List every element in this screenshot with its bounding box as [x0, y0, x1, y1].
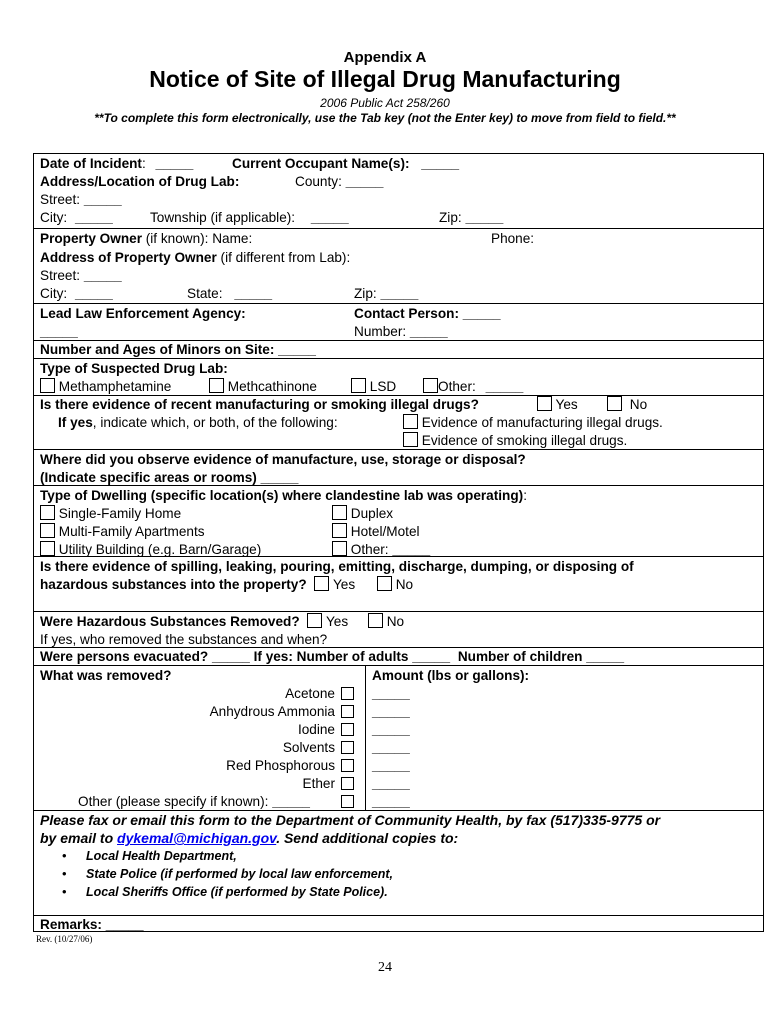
bullet-dot-icon: •	[62, 848, 67, 863]
substance-iodine: Iodine	[297, 722, 335, 737]
removed-yes-label: Yes	[325, 614, 349, 629]
if-yes-row	[58, 414, 338, 432]
county-row	[295, 173, 383, 191]
remarks-row	[40, 916, 144, 934]
street-field[interactable]: _____	[83, 192, 122, 207]
minors-field[interactable]: _____	[278, 342, 316, 357]
hotel-label: Hotel/Motel	[350, 524, 420, 539]
owner-street-label: Street:	[40, 268, 81, 283]
appendix-label: Appendix A	[343, 49, 427, 66]
substance-ether: Ether	[302, 776, 335, 791]
occupant-field[interactable]: _____	[421, 156, 460, 171]
removed-no-checkbox[interactable]	[368, 613, 383, 628]
other-drug-label: Other:	[438, 379, 476, 394]
bullet-sheriffs-office: Local Sheriffs Office (if performed by State Police).	[86, 885, 388, 899]
owner-name-label: (if known): Name:	[141, 231, 253, 246]
notice-form	[33, 153, 764, 932]
township-row	[150, 209, 349, 227]
date-field[interactable]: _____	[155, 156, 194, 171]
number-label: Number:	[354, 324, 407, 339]
what-removed-label: What was removed?	[40, 668, 172, 683]
remarks-label: Remarks:	[40, 917, 102, 932]
drug-type-label: Type of Suspected Drug Lab:	[40, 361, 228, 376]
utility-building-label: Utility Building (e.g. Barn/Garage)	[58, 542, 262, 557]
owner-city-field[interactable]: _____	[74, 286, 113, 301]
owner-address-row	[40, 249, 350, 267]
drug-option-methcathinone[interactable]	[209, 378, 317, 396]
township-label: Township (if applicable):	[150, 210, 296, 225]
zip-row	[439, 209, 503, 227]
other-substance-label: Other (please specify if known):	[78, 794, 269, 809]
bullet-state-police: State Police (if performed by local law enforcement,	[86, 867, 394, 881]
number-field[interactable]: _____	[409, 324, 448, 339]
spill-question: Is there evidence of spilling, leaking, pouring, emitting, discharge, dumping, or disposing of	[40, 559, 634, 574]
dwelling-multi-family[interactable]	[40, 523, 205, 541]
owner-street-field[interactable]: _____	[83, 268, 122, 283]
drug-option-other[interactable]	[423, 378, 523, 396]
multi-family-label: Multi-Family Apartments	[58, 524, 205, 539]
instructions-line1: Please fax or email this form to the Department of Community Health, by fax (517)335-9775 or	[40, 812, 661, 828]
duplex-checkbox[interactable]	[332, 505, 347, 520]
meth-label: Methamphetamine	[58, 379, 172, 394]
evidence-manufacturing-option[interactable]	[403, 414, 663, 432]
substances-section	[34, 665, 763, 811]
spill-no-checkbox[interactable]	[377, 576, 392, 591]
evidence-no-label: No	[629, 397, 648, 412]
bullet-health-department: Local Health Department,	[86, 849, 237, 863]
iodine-amount-field[interactable]: _____	[372, 722, 410, 737]
other-amount-field[interactable]: _____	[372, 794, 410, 809]
other-drug-checkbox[interactable]	[423, 378, 438, 393]
bullet-dot-icon: •	[62, 884, 67, 899]
evidence-smoking-option[interactable]	[403, 432, 627, 450]
removed-who: If yes, who removed the substances and when?	[40, 632, 328, 647]
owner-city-row	[40, 285, 113, 303]
date-label: Date of Incident	[40, 156, 142, 171]
minors-label: Number and Ages of Minors on Site:	[40, 342, 275, 357]
evidence-no[interactable]	[607, 396, 647, 414]
owner-state-field[interactable]: _____	[234, 286, 273, 301]
evidence-question: Is there evidence of recent manufacturing or smoking illegal drugs?	[40, 397, 479, 412]
street-row	[40, 191, 122, 209]
public-act: 2006 Public Act 258/260	[320, 96, 450, 110]
county-label: County:	[295, 174, 342, 189]
removed-yes-checkbox[interactable]	[307, 613, 322, 628]
hotel-checkbox[interactable]	[332, 523, 347, 538]
owner-address-suffix: (if different from Lab):	[216, 250, 351, 265]
evidence-yes[interactable]	[537, 396, 578, 414]
agency-field[interactable]: _____	[40, 324, 78, 339]
removed-row	[40, 613, 404, 631]
evacuated-field[interactable]: _____	[212, 649, 250, 664]
spill-section	[34, 556, 763, 612]
city-row	[40, 209, 113, 227]
spill-question-2: hazardous substances into the property?	[40, 577, 307, 592]
incident-section	[34, 154, 763, 236]
owner-zip-field[interactable]: _____	[380, 286, 419, 301]
substances-divider	[365, 666, 366, 810]
observed-section	[34, 449, 763, 486]
other-drug-field[interactable]: _____	[485, 379, 524, 394]
methcathinone-checkbox[interactable]	[209, 378, 224, 393]
drug-option-lsd[interactable]	[351, 378, 396, 396]
manufacturing-checkbox[interactable]	[403, 414, 418, 429]
township-field[interactable]: _____	[310, 210, 349, 225]
observed-field[interactable]: _____	[260, 470, 299, 485]
observed-hint: (Indicate specific areas or rooms)	[40, 470, 257, 485]
ammonia-amount-field[interactable]: _____	[372, 704, 410, 719]
dwelling-hotel[interactable]	[332, 523, 420, 541]
occupant-label: Current Occupant Name(s):	[232, 156, 410, 171]
adults-field[interactable]: _____	[412, 649, 451, 664]
acetone-checkbox[interactable]	[341, 687, 354, 700]
bullet-dot-icon: •	[62, 866, 67, 881]
children-label: Number of children	[457, 649, 583, 664]
evacuated-section	[34, 647, 763, 666]
solvents-amount-field[interactable]: _____	[372, 740, 410, 755]
other-substance-checkbox[interactable]	[341, 795, 354, 808]
single-family-label: Single-Family Home	[58, 506, 182, 521]
agency-label: Lead Law Enforcement Agency:	[40, 306, 246, 321]
street-label: Street:	[40, 192, 81, 207]
evidence-no-checkbox[interactable]	[607, 396, 622, 411]
owner-section	[34, 228, 763, 303]
evidence-yes-label: Yes	[555, 397, 578, 412]
zip-field[interactable]: _____	[465, 210, 504, 225]
incident-date-row: Date of Incident: _____	[40, 156, 194, 171]
owner-city-label: City:	[40, 286, 68, 301]
removed-question: Were Hazardous Substances Removed?	[40, 614, 300, 629]
ether-checkbox[interactable]	[341, 777, 354, 790]
spill-yes-checkbox[interactable]	[314, 576, 329, 591]
iodine-checkbox[interactable]	[341, 723, 354, 736]
owner-row	[40, 230, 252, 248]
amount-label: Amount (lbs or gallons):	[372, 668, 530, 683]
red-phosphorous-amount-field[interactable]: _____	[372, 758, 410, 773]
occupant-row	[232, 155, 459, 173]
contact-label: Contact Person:	[354, 306, 459, 321]
multi-family-checkbox[interactable]	[40, 523, 55, 538]
contact-row	[354, 305, 501, 323]
other-substance-field[interactable]: _____	[272, 794, 310, 809]
instructions-line2: by email to dykemal@michigan.gov. Send additional copies to:	[40, 830, 459, 846]
dwelling-section	[34, 485, 763, 557]
children-field[interactable]: _____	[586, 649, 625, 664]
owner-zip-label: Zip:	[354, 286, 377, 301]
removed-section	[34, 611, 763, 648]
spill-no-label: No	[395, 577, 414, 592]
dwelling-duplex[interactable]	[332, 505, 393, 523]
substance-other-row	[78, 793, 310, 811]
evidence-section	[34, 395, 763, 450]
single-family-checkbox[interactable]	[40, 505, 55, 520]
evidence-yes-checkbox[interactable]	[537, 396, 552, 411]
utility-building-checkbox[interactable]	[40, 541, 55, 556]
removed-no-label: No	[386, 614, 405, 629]
red-phosphorous-checkbox[interactable]	[341, 759, 354, 772]
dwelling-label: Type of Dwelling (specific location(s) where clandestine lab was operating)	[40, 488, 524, 503]
substance-red-phosphorous: Red Phosphorous	[226, 758, 335, 773]
tab-instruction: **To complete this form electronically, use the Tab key (not the Enter key) to move from field to field.**	[94, 111, 676, 125]
lsd-label: LSD	[369, 379, 397, 394]
owner-state-label: State:	[187, 286, 223, 301]
ether-amount-field[interactable]: _____	[372, 776, 410, 791]
other-dwelling-checkbox[interactable]	[332, 541, 347, 556]
if-yes-rest: , indicate which, or both, of the following:	[92, 415, 338, 430]
revision-date: Rev. (10/27/06)	[36, 934, 93, 944]
address-label: Address/Location of Drug Lab:	[40, 174, 240, 189]
city-field[interactable]: _____	[74, 210, 113, 225]
agency-section	[34, 303, 763, 340]
duplex-label: Duplex	[350, 506, 394, 521]
remarks-section	[34, 915, 763, 933]
remarks-field[interactable]: _____	[105, 917, 144, 932]
spill-yes-label: Yes	[332, 577, 356, 592]
ammonia-checkbox[interactable]	[341, 705, 354, 718]
contact-field[interactable]: _____	[462, 306, 501, 321]
owner-phone-label: Phone:	[491, 231, 535, 246]
substance-acetone: Acetone	[285, 686, 335, 701]
evacuated-label: Were persons evacuated?	[40, 649, 209, 664]
evacuated-row	[40, 648, 624, 666]
dwelling-single-family[interactable]	[40, 505, 181, 523]
drug-option-meth[interactable]	[40, 378, 171, 396]
acetone-amount-field[interactable]: _____	[372, 686, 410, 701]
county-field[interactable]: _____	[345, 174, 384, 189]
page-number: 24	[378, 960, 392, 975]
minors-section	[34, 340, 763, 359]
owner-address-label: Address of Property Owner	[40, 250, 217, 265]
other-dwelling-label: Other:	[350, 542, 389, 557]
smoking-checkbox[interactable]	[403, 432, 418, 447]
substance-solvents: Solvents	[282, 740, 335, 755]
form-title: Notice of Site of Illegal Drug Manufacturing	[149, 66, 621, 92]
owner-state-row	[187, 285, 272, 303]
dwelling-label-row: Type of Dwelling (specific location(s) where clandestine lab was operating):	[40, 488, 527, 503]
instructions-section	[34, 810, 763, 916]
email-link[interactable]: dykemal@michigan.gov	[117, 830, 277, 846]
solvents-checkbox[interactable]	[341, 741, 354, 754]
methcathinone-label: Methcathinone	[227, 379, 317, 394]
observed-question: Where did you observe evidence of manufacture, use, storage or disposal?	[40, 452, 526, 467]
manufacturing-label: Evidence of manufacturing illegal drugs.	[421, 415, 663, 430]
number-row	[354, 323, 448, 341]
meth-checkbox[interactable]	[40, 378, 55, 393]
if-yes-label: If yes	[58, 415, 93, 430]
spill-row	[40, 576, 413, 594]
city-label: City:	[40, 210, 68, 225]
minors-row	[40, 341, 316, 359]
owner-label: Property Owner	[40, 231, 142, 246]
lsd-checkbox[interactable]	[351, 378, 366, 393]
owner-street-row	[40, 267, 122, 285]
smoking-label: Evidence of smoking illegal drugs.	[421, 433, 628, 448]
zip-label: Zip:	[439, 210, 462, 225]
owner-zip-row	[354, 285, 418, 303]
other-dwelling-field[interactable]: _____	[392, 542, 431, 557]
substance-anhydrous-ammonia: Anhydrous Ammonia	[209, 704, 335, 719]
drug-type-section	[34, 358, 763, 396]
adults-label: If yes: Number of adults	[253, 649, 409, 664]
